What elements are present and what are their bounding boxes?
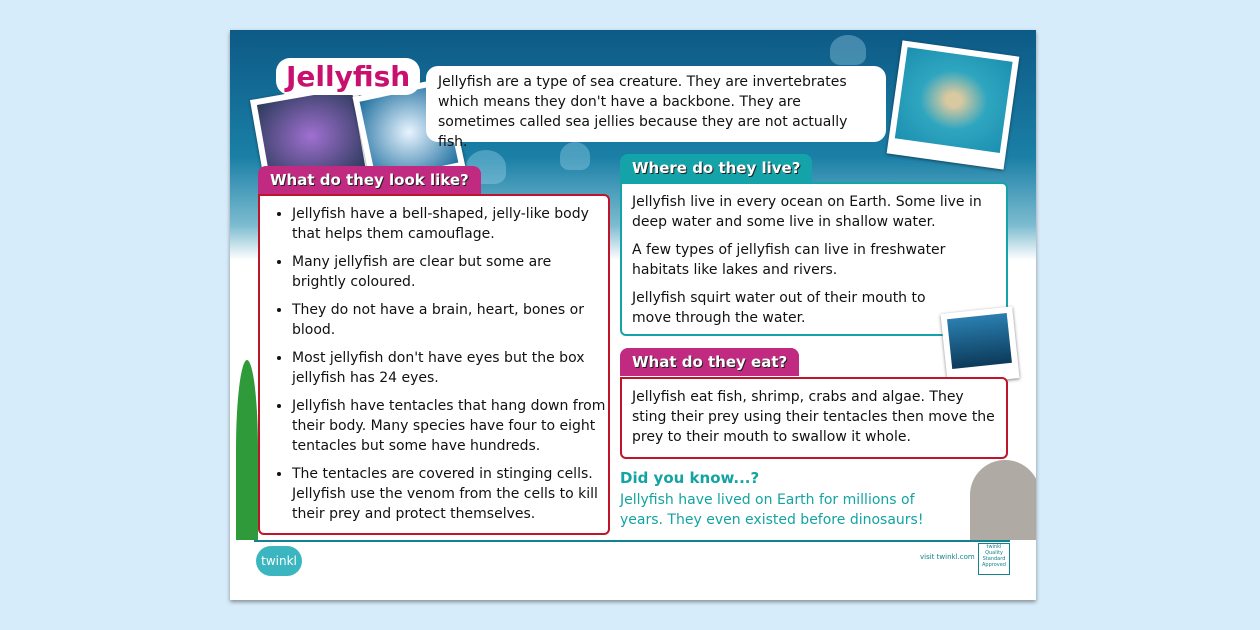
live-heading: Where do they live? bbox=[620, 154, 812, 182]
look-box bbox=[258, 194, 610, 535]
rock-coral-decoration bbox=[970, 460, 1036, 540]
did-you-know-heading: Did you know...? bbox=[620, 469, 760, 487]
did-you-know-text: Jellyfish have lived on Earth for millions of years. They even existed before dinosaurs! bbox=[620, 492, 924, 528]
seaweed-decoration bbox=[236, 360, 258, 540]
page-title: Jellyfish bbox=[276, 58, 420, 95]
look-item: • The tentacles are covered in stinging cells. Jellyfish use the venom from the cells to kill their prey and protect themselves. bbox=[292, 464, 608, 524]
look-item: • Jellyfish have a bell-shaped, jelly-like body that helps them camouflage. bbox=[292, 204, 608, 244]
eat-heading: What do they eat? bbox=[620, 348, 799, 376]
live-para: Jellyfish live in every ocean on Earth. Some live in deep water and some live in shallow water. bbox=[632, 194, 982, 230]
look-item: • Jellyfish have tentacles that hang down from their body. Many species have four to eight tentacles but some have hundreds. bbox=[292, 396, 608, 456]
live-para: A few types of jellyfish can live in freshwater habitats like lakes and rivers. bbox=[632, 242, 946, 278]
live-para: Jellyfish squirt water out of their mouth to move through the water. bbox=[632, 290, 926, 326]
intro-text: Jellyfish are a type of sea creature. They are invertebrates which means they don't have a backbone. They are sometimes called sea jellies because they are not actually fish. bbox=[426, 66, 886, 142]
look-heading: What do they look like? bbox=[258, 166, 481, 194]
eat-text: Jellyfish eat fish, shrimp, crabs and algae. They sting their prey using their tentacles then move the prey to their mouth to swallow it whole. bbox=[632, 389, 995, 445]
look-item: • Many jellyfish are clear but some are brightly coloured. bbox=[292, 252, 608, 292]
jellyfish-photo-top-right bbox=[887, 40, 1020, 169]
footer-divider bbox=[254, 540, 1010, 542]
visit-link[interactable]: visit twinkl.com bbox=[920, 553, 975, 561]
did-you-know bbox=[620, 468, 930, 530]
reef-photo bbox=[940, 306, 1019, 385]
look-item: • They do not have a brain, heart, bones or blood. bbox=[292, 300, 608, 340]
quality-badge: twinkl Quality Standard Approved bbox=[978, 543, 1010, 575]
twinkl-logo: twinkl bbox=[256, 546, 302, 576]
eat-box bbox=[620, 377, 1008, 459]
look-item: • Most jellyfish don't have eyes but the box jellyfish has 24 eyes. bbox=[292, 348, 608, 388]
fact-sheet bbox=[230, 30, 1036, 600]
